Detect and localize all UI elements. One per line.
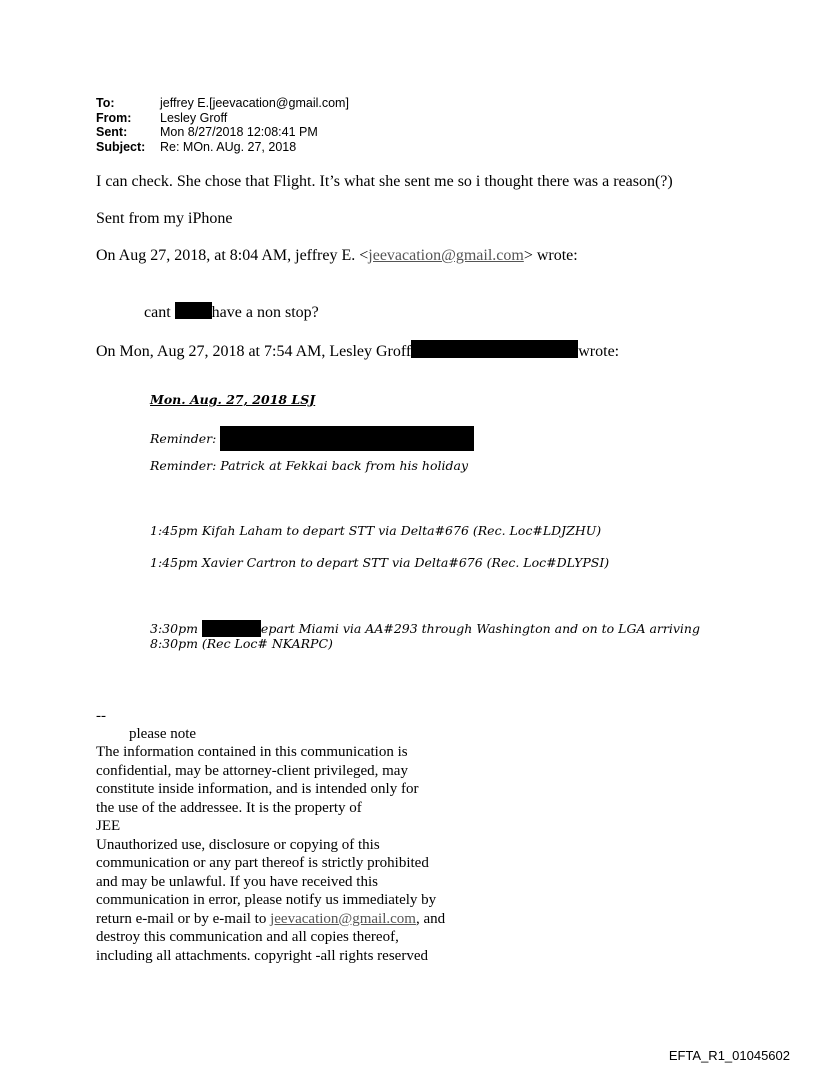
document-id: EFTA_R1_01045602 [668, 1048, 790, 1063]
reminder-1 [150, 426, 474, 451]
disclaimer-email-link[interactable]: jeevacation@gmail.com [270, 910, 416, 927]
flight-item-3-line2: 8:30pm (Rec Loc# NKARPC) [150, 636, 333, 651]
quote-header-1-email-link[interactable]: jeevacation@gmail.com [368, 247, 524, 264]
disclaimer-line: the use of the addressee. It is the property of [96, 799, 362, 816]
subject-value: Re: MOn. AUg. 27, 2018 [160, 139, 297, 154]
flight-item-2: 1:45pm Xavier Cartron to depart STT via Delta#676 (Rec. Loc#DLYPSI) [150, 555, 610, 570]
flight-item-3 [150, 620, 700, 637]
cant-line-end: have a non stop? [211, 304, 319, 321]
email-header [96, 96, 349, 154]
redaction-box [411, 340, 578, 358]
disclaimer-line: confidential, may be attorney-client privileged, may [96, 762, 408, 779]
from-row [96, 111, 349, 126]
disclaimer-line: destroy this communication and all copies thereof, [96, 929, 399, 945]
from-label: From: [96, 110, 132, 125]
flight-item-3-text: epart Miami via AA#293 through Washington and on to LGA arriving [260, 621, 700, 636]
redaction-box [175, 302, 212, 319]
signature: Sent from my iPhone [96, 210, 233, 227]
redaction-box [220, 426, 474, 451]
please-note: please note [129, 726, 197, 742]
redaction-box [202, 620, 261, 637]
disclaimer [96, 743, 445, 965]
disclaimer-line: communication in error, please notify us immediately by [96, 892, 437, 908]
quote-header-1-text: On Aug 27, 2018, at 8:04 AM, jeffrey E. < [96, 247, 369, 264]
reply-line: I can check. She chose that Flight. It’s what she sent me so i thought there was a reason(?) [96, 173, 673, 190]
cant-line-start: cant [144, 304, 171, 321]
cant-line [144, 302, 319, 322]
footer-dashes: -- [96, 708, 106, 724]
sent-label: Sent: [96, 125, 128, 139]
quote-header-2-text: On Mon, Aug 27, 2018 at 7:54 AM, Lesley Groff [96, 343, 412, 360]
disclaimer-line [96, 910, 445, 929]
disclaimer-line: constitute inside information, and is intended only for [96, 781, 419, 797]
reminder-2: Reminder: Patrick at Fekkai back from his holiday [150, 458, 469, 473]
disclaimer-line: Unauthorized use, disclosure or copying of this [96, 836, 380, 853]
flight-item-1: 1:45pm Kifah Laham to depart STT via Delta#676 (Rec. Loc#LDJZHU) [150, 523, 602, 538]
quote-header-2-suffix: wrote: [578, 343, 620, 360]
sent-row [96, 125, 349, 140]
disclaimer-line: including all attachments. copyright -all rights reserved [96, 947, 428, 964]
quote-header-1-suffix: > wrote: [523, 247, 578, 264]
schedule-title: Mon. Aug. 27, 2018 LSJ [150, 392, 316, 407]
to-row [96, 96, 349, 111]
quote-header-1 [96, 247, 578, 265]
reminder-label: Reminder: [150, 431, 217, 446]
to-label: To: [96, 96, 115, 110]
disclaimer-line-text: return e-mail or by e-mail to [96, 910, 271, 927]
to-value: jeffrey E.[jeevacation@gmail.com] [160, 96, 349, 110]
subject-label: Subject: [96, 139, 146, 154]
flight-item-3-time: 3:30pm [150, 621, 198, 636]
disclaimer-line: The information contained in this communication is [96, 744, 408, 760]
disclaimer-line-suffix: , and [415, 910, 446, 927]
disclaimer-line: JEE [96, 818, 121, 834]
subject-row [96, 140, 349, 155]
quote-header-2 [96, 340, 619, 361]
from-value: Lesley Groff [160, 110, 228, 125]
disclaimer-line: communication or any part thereof is strictly prohibited [96, 855, 429, 871]
disclaimer-line: and may be unlawful. If you have received this [96, 873, 378, 890]
sent-value: Mon 8/27/2018 12:08:41 PM [160, 125, 318, 139]
